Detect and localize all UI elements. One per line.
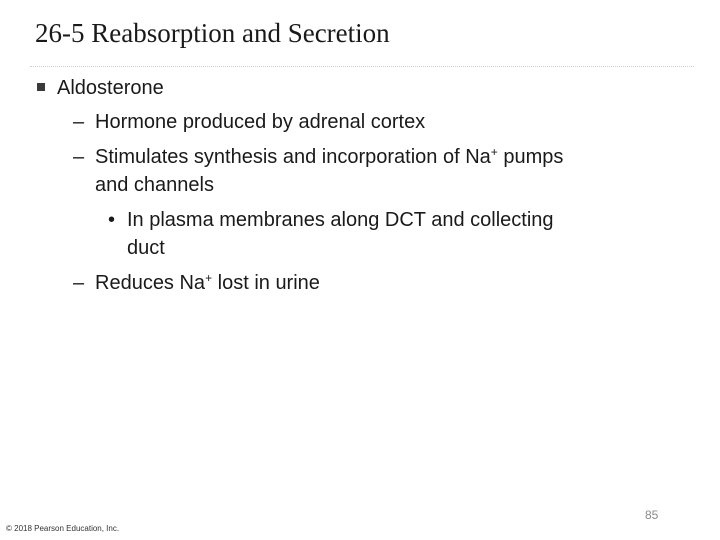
- square-bullet-icon: [37, 83, 45, 91]
- bullet-aldosterone: Aldosterone: [57, 77, 164, 99]
- dash-bullet-icon: –: [73, 146, 85, 168]
- sub-bullet-stimulates: [95, 145, 563, 169]
- slide-title: 26-5 Reabsorption and Secretion: [35, 18, 390, 48]
- sub-bullet-reduces-text: Reduces Na: [95, 272, 206, 294]
- sub-bullet-hormone: Hormone produced by adrenal cortex: [95, 111, 426, 133]
- round-bullet-icon: •: [108, 209, 116, 231]
- sub-bullet-reduces-text-end: lost in urine: [212, 272, 320, 294]
- page-number: 85: [645, 508, 659, 522]
- third-bullet-membranes: In plasma membranes along DCT and collecting: [127, 209, 554, 231]
- sub-bullet-stimulates-continuation: and channels: [95, 174, 214, 196]
- dash-bullet-icon: –: [73, 272, 85, 294]
- copyright-notice: © 2018 Pearson Education, Inc.: [6, 524, 120, 533]
- sodium-superscript: +: [490, 145, 498, 159]
- sub-bullet-stimulates-text-end: pumps: [497, 146, 564, 168]
- dash-bullet-icon: –: [73, 111, 85, 133]
- sub-bullet-stimulates-text: Stimulates synthesis and incorporation of Na: [95, 146, 491, 168]
- sodium-superscript: +: [205, 271, 213, 285]
- sub-bullet-reduces: [95, 271, 320, 295]
- third-bullet-membranes-continuation: duct: [127, 237, 165, 259]
